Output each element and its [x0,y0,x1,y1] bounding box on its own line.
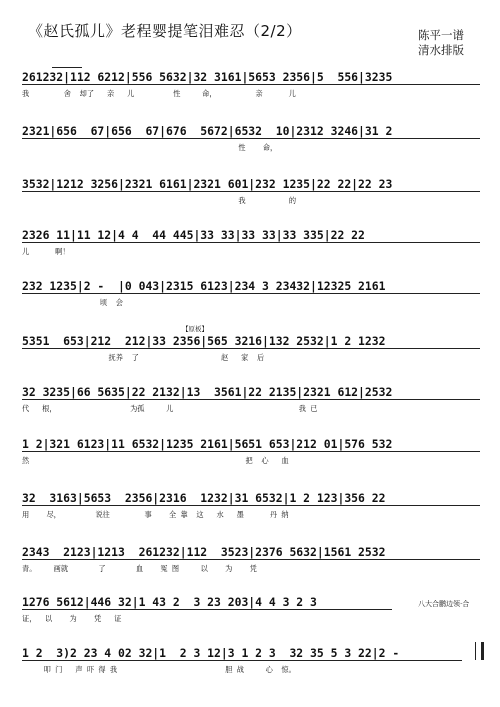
score-notes: 32 3235|66 5635|22 2132|13 3561|22 2135|2321 612|2532 [22,385,393,399]
score-lyrics: 证， 以 为 凭 证 [22,614,122,623]
score-lyrics: 我 的 [22,196,297,205]
score-lyrics: 青。 画就 了 血 冤 图 以 为 凭 [22,564,257,573]
score-notes: 1 2 3)2 23 4 02 32|1 2 3 12|3 1 2 3 32 35 5 3 22|2 - [22,646,400,660]
score-lyrics: 性 命， [22,143,278,152]
credit-line-1: 陈平一谱 [418,28,464,42]
score-notes: 2321|656 67|656 67|676 5672|6532 10|2312 3246|31 2 [22,124,393,138]
final-barline [475,642,484,660]
score-lyrics: 代 根， 为孤 儿 我 已 [22,404,318,413]
score-notes: 2343 2123|1213 261232|112 3523|2376 5632|1561 2532 [22,545,386,559]
score-lyrics: 儿 啊！ [22,247,70,256]
score-lyrics: 叩 门 声 吓 得 我 胆 战 心 惊。 [22,665,296,674]
tempo-annotation: 【原板】 [182,325,208,333]
score-notes: 1276 5612|446 32|1 43 2 3 23 203|4 4 3 2 3 [22,595,317,609]
score-notes: 261232|112 6212|556 5632|32 3161|5653 2356|5 556|3235 [22,70,393,84]
score-notes: 232 1235|2 - |0 043|2315 6123|234 3 23432|12325 2161 [22,279,386,293]
score-notes: 32 3163|5653 2356|2316 1232|31 6532|1 2 123|356 22 [22,491,386,505]
score-notes: 2326 11|11 12|4 4 44 445|33 33|33 33|33 335|22 22 [22,228,365,242]
score-lyrics: 然 把 心 血 [22,456,289,465]
arranger-credits [418,28,464,58]
performance-note: 八大合鹏边领·合 [418,600,470,608]
score-notes: 1 2|321 6123|11 6532|1235 2161|5651 653|212 01|576 532 [22,437,393,451]
score-lyrics: 用 尽， 说往 事 全 靠 这 水 墨 丹 纳 [22,510,289,519]
page-title: 《赵氏孤儿》老程婴提笔泪难忍（2/2） [28,22,302,40]
score-notes: 3532|1212 3256|2321 6161|2321 601|232 1235|22 22|22 23 [22,177,393,191]
score-lyrics: 我 舍 却了 亲 儿 性 命， 亲 儿 [22,89,296,98]
score-lyrics: 顷 会 [22,298,123,307]
score-notes: 5351 653|212 212|33 2356|565 3216|132 2532|1 2 1232 [22,334,386,348]
score-lyrics: 抚养 了 赵 家 后 [22,353,265,362]
credit-line-2: 清水排版 [418,43,464,57]
